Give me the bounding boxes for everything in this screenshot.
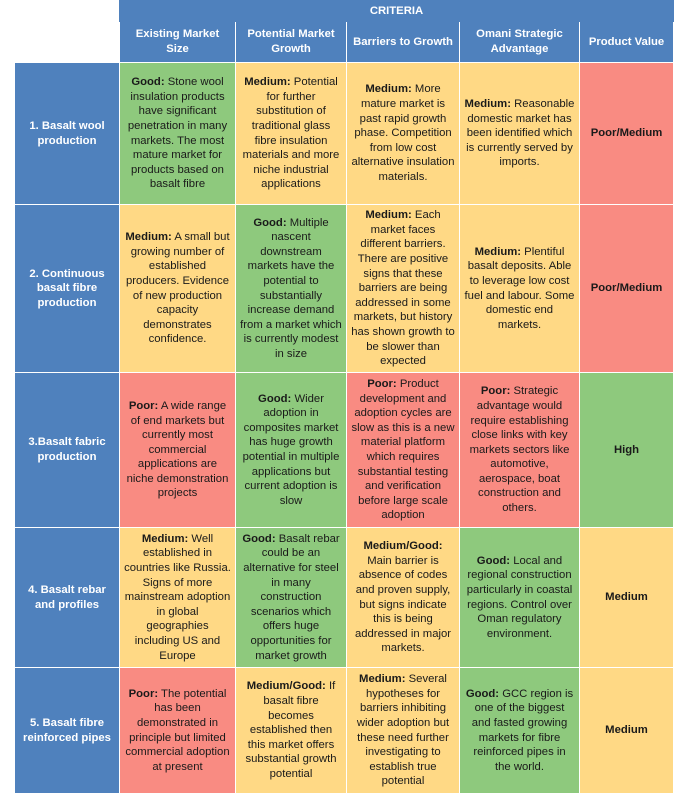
criteria-cell	[236, 668, 347, 794]
criteria-cell	[460, 373, 580, 528]
rating-label: Poor:	[128, 399, 159, 412]
rating-label: Medium:	[141, 532, 189, 545]
rating-label: Good:	[258, 392, 292, 405]
row-header: 5. Basalt fibre reinforced pipes	[15, 668, 120, 794]
cell-text: Main barrier is absence of codes and proven supply, but signs indicate this is being addressed in major markets.	[354, 554, 452, 655]
rating-label: Medium:	[474, 245, 522, 258]
rating-label: Medium:	[365, 83, 412, 96]
row-header: 1. Basalt wool production	[15, 63, 120, 205]
table-row-continuous-basalt-fibre	[15, 205, 674, 373]
cell-text: More mature market is past rapid growth phase. Competition from low cost alternative insulation materials.	[351, 83, 455, 183]
criteria-cell	[120, 63, 236, 205]
cell-text: Plentiful basalt deposits. Able to leverage low cost fuel and labour. Some domestic end markets.	[464, 245, 575, 331]
criteria-cell	[120, 373, 236, 528]
rating-label: Good:	[253, 216, 287, 229]
cell-text: Potential for further substitution of traditional glass fibre insulation materials and more niche industrial applications	[242, 76, 340, 191]
rating-label: Medium:	[365, 209, 412, 222]
rating-label: Good:	[242, 532, 276, 545]
cell-text: Multiple nascent downstream markets have the potential to substantially increase demand from a market which is currently modest in size	[240, 216, 342, 360]
criteria-cell	[120, 205, 236, 373]
cell-text: Each market faces different barriers. There are positive signs that these barriers are being addressed in some markets, but history has shown growth to be slower than expected	[351, 209, 455, 368]
criteria-table	[14, 0, 674, 794]
row-header: 2. Continuous basalt fibre production	[15, 205, 120, 373]
cell-text: Product development and adoption cycles are slow as this is a new material platform which requires substantial testing and verification before large scale adoption	[351, 378, 455, 522]
corner-blank-2	[15, 22, 120, 63]
column-header-barriers-to-growth: Barriers to Growth	[347, 22, 460, 63]
criteria-cell	[460, 205, 580, 373]
rating-label: Medium:	[359, 673, 406, 686]
criteria-cell	[120, 528, 236, 668]
criteria-cell	[236, 373, 347, 528]
cell-text: Several hypotheses for barriers inhibiting wider adoption but these need further investigating to establish true potential	[356, 673, 450, 788]
criteria-cell	[347, 668, 460, 794]
criteria-title-row	[15, 1, 674, 22]
rating-label: Medium/Good:	[363, 540, 443, 553]
rating-label: Medium:	[464, 98, 511, 111]
cell-text: The potential has been demonstrated in principle but limited commercial adoption at present	[125, 687, 230, 773]
rating-label: Good:	[465, 687, 500, 700]
row-header: 4. Basalt rebar and profiles	[15, 528, 120, 668]
cell-text: Stone wool insulation products have significant penetration in many markets. The most mature market for products based on basalt fibre	[127, 76, 228, 191]
criteria-cell	[460, 668, 580, 794]
cell-text: Wider adoption in composites market has huge growth potential in multiple applications but current adoption is slow	[242, 392, 340, 507]
column-header-product-value: Product Value	[580, 22, 674, 63]
criteria-cell	[347, 528, 460, 668]
cell-text: Basalt rebar could be an alternative for steel in many construction scenarios which offers huge opportunities for market growth	[243, 532, 340, 662]
product-value-cell: Poor/Medium	[580, 63, 674, 205]
row-header: 3.Basalt fabric production	[15, 373, 120, 528]
criteria-cell	[236, 205, 347, 373]
criteria-cell	[460, 528, 580, 668]
table-row-basalt-rebar	[15, 528, 674, 668]
column-header-row	[15, 22, 674, 63]
rating-label: Poor:	[480, 385, 511, 398]
column-header-potential-market-growth: Potential Market Growth	[236, 22, 347, 63]
product-value-cell: Poor/Medium	[580, 205, 674, 373]
cell-text: Reasonable domestic market has been identified which is currently served by imports.	[466, 98, 575, 169]
product-value-cell: Medium	[580, 528, 674, 668]
rating-label: Medium/Good:	[246, 680, 326, 693]
product-value-cell: High	[580, 373, 674, 528]
rating-label: Poor:	[128, 687, 159, 700]
criteria-cell	[347, 63, 460, 205]
rating-label: Good:	[476, 554, 511, 567]
rating-label: Poor:	[367, 378, 397, 391]
rating-label: Medium:	[244, 76, 291, 89]
cell-text: Local and regional construction particularly in coastal regions. Control over Oman regulatory environment.	[466, 554, 573, 640]
product-value-cell: Medium	[580, 668, 674, 794]
cell-text: If basalt fibre becomes established then this market offers substantial growth potential	[245, 680, 337, 780]
cell-text: A wide range of end markets but currently most commercial applications are niche demonstration projects	[126, 399, 229, 500]
column-header-existing-market-size: Existing Market Size	[120, 22, 236, 63]
criteria-cell	[236, 63, 347, 205]
criteria-cell	[460, 63, 580, 205]
table-row-basalt-fabric	[15, 373, 674, 528]
criteria-cell	[347, 205, 460, 373]
criteria-cell	[120, 668, 236, 794]
criteria-title: CRITERIA	[120, 1, 674, 22]
cell-text: GCC region is one of the biggest and fasted growing markets for fibre reinforced pipes in the world.	[471, 687, 574, 773]
corner-blank	[15, 1, 120, 22]
table-row-basalt-pipes	[15, 668, 674, 794]
rating-label: Medium:	[125, 231, 172, 244]
criteria-cell	[347, 373, 460, 528]
cell-text: Strategic advantage would require establishing close links with key markets sectors like automotive, aerospace, boat construction and others.	[469, 385, 570, 515]
table-row-basalt-wool	[15, 63, 674, 205]
column-header-omani-strategic-advantage: Omani Strategic Advantage	[460, 22, 580, 63]
cell-text: Well established in countries like Russia. Signs of more mainstream adoption in global geographies including US and Europe	[124, 532, 231, 662]
criteria-cell	[236, 528, 347, 668]
cell-text: A small but growing number of established producers. Evidence of new production capacity demonstrates confidence.	[126, 231, 230, 346]
rating-label: Good:	[131, 76, 165, 89]
